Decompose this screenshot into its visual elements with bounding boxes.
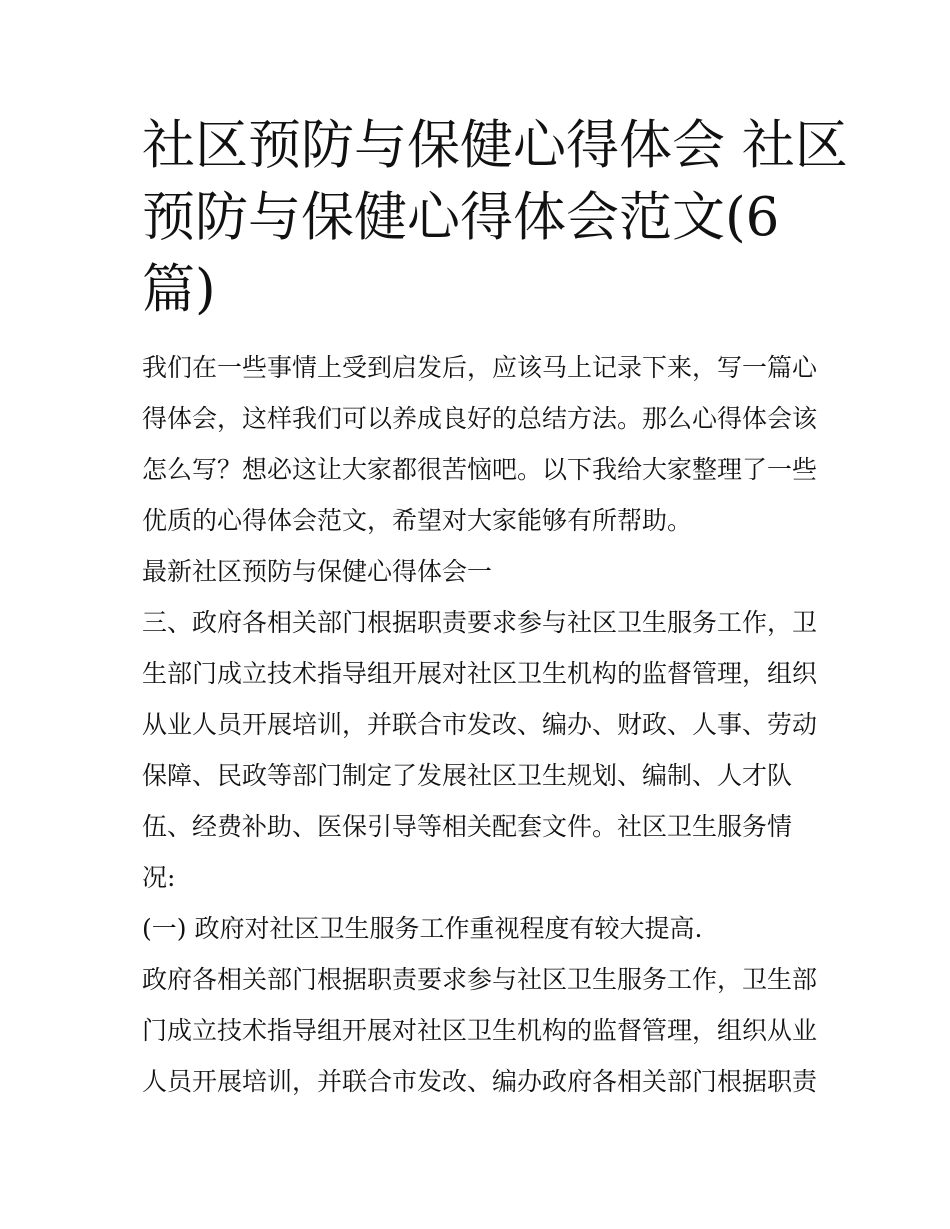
document-title: [142, 110, 848, 326]
body-line: 保障、民政等部门制定了发展社区卫生规划、编制、人才队: [142, 761, 793, 790]
body-line: 政府各相关部门根据职责要求参与社区卫生服务工作，卫生部: [142, 965, 818, 994]
body-line: 况:: [142, 863, 176, 892]
body-line: 三、政府各相关部门根据职责要求参与社区卫生服务工作，卫: [142, 608, 818, 637]
body-line: 人员开展培训，并联合市发改、编办政府各相关部门根据职责: [142, 1067, 818, 1096]
document-body: [142, 342, 818, 1107]
body-line: 优质的心得体会范文，希望对大家能够有所帮助。: [142, 506, 693, 535]
body-line: 生部门成立技术指导组开展对社区卫生机构的监督管理，组织: [142, 659, 818, 688]
body-line: 怎么写？想必这让大家都很苦恼吧。以下我给大家整理了一些: [142, 455, 818, 484]
title-line: 预防与保健心得体会范文(6: [142, 187, 780, 248]
document-page: [142, 110, 848, 1107]
section-heading: 最新社区预防与保健心得体会一: [142, 557, 493, 586]
body-line: 从业人员开展培训，并联合市发改、编办、财政、人事、劳动: [142, 710, 818, 739]
body-line: 我们在一些事情上受到启发后，应该马上记录下来，写一篇心: [142, 353, 818, 382]
body-line: 伍、经费补助、医保引导等相关配套文件。社区卫生服务情: [142, 812, 793, 841]
subsection-heading: (一) 政府对社区卫生服务工作重视程度有较大提高.: [142, 914, 703, 943]
title-line: 篇): [142, 259, 216, 320]
body-line: 得体会，这样我们可以养成良好的总结方法。那么心得体会该: [142, 404, 818, 433]
body-line: 门成立技术指导组开展对社区卫生机构的监督管理，组织从业: [142, 1016, 818, 1045]
title-line: 社区预防与保健心得体会 社区: [142, 115, 848, 176]
